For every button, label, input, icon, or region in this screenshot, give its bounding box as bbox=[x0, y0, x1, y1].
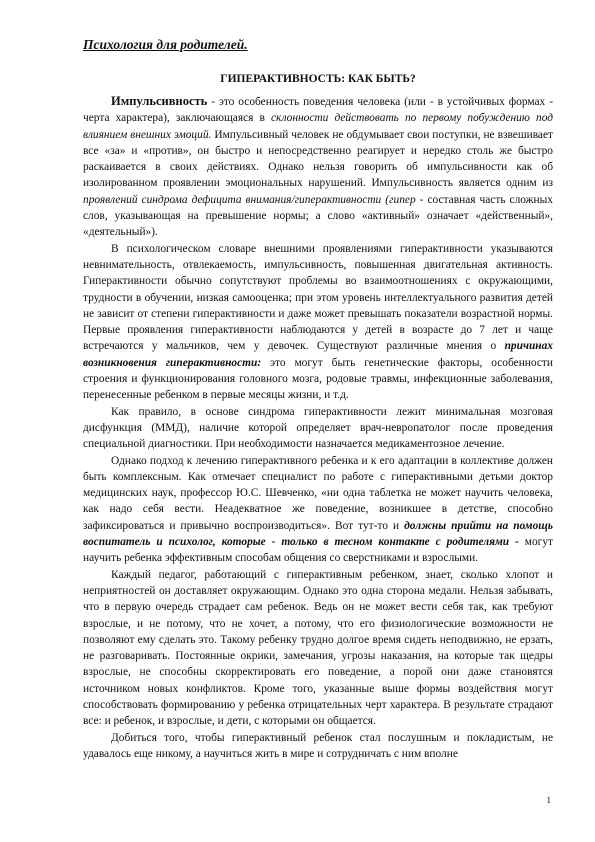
p1-italic-1: склонности действовать по первому побуждению под влиянием внешних эмоций. bbox=[83, 112, 554, 141]
article-title: ГИПЕРАКТИВНОСТЬ: КАК БЫТЬ? bbox=[220, 73, 416, 85]
lead-term: Импульсивность bbox=[111, 94, 208, 108]
p4-text-1: Однако подход к лечению гиперактивного ребенка и к его адаптации в коллективе должен быть комплексным. Как отмечает специалист по работе с гиперактивными детьми доктор медицинских наук, профессор Ю.С. Шевченко, «ни одна таблетка не может научить человека, как надо себя вести. Неадекватное же поведение, возникшее в детстве, способно зафиксироваться и привычно воспроизводиться». Вот тут-то и bbox=[83, 454, 553, 532]
p1-text-2: Импульсивный человек не обдумывает свои поступки, не взвешивает все «за» и «против», он быстро и непосредственно реагирует и нередко столь же быстро раскаивается в своих действиях. Однако нельзя говорить об импульсивности как об изолированном проявлении эмоциональных нарушений. Импульсивность является одним из bbox=[83, 128, 554, 190]
p2-bold-italic: причинах возникновения гиперактивности: bbox=[83, 340, 553, 369]
p2-text-2: это могут быть генетические факторы, особенности строения и функционирования головного мозга, родовые травмы, инфекционные заболевания, перенесенные ребенком в первые месяцы жизни, и т.д. bbox=[83, 356, 553, 402]
paragraph-5: Каждый педагог, работающий с гиперактивным ребенком, знает, сколько хлопот и неприятностей он доставляет окружающим. Однако это одна сторона медали. Нельзя забывать, что в первую очередь страдает сам ребенок. Ведь он не может вести себя так, как требуют взрослые, и не потому, что не хочет, а потому, что его физиологические возможности не позволяют ему сделать это. Такому ребенку трудно долгое время сидеть неподвижно, не ерзать, не разговаривать. Постоянные окрики, замечания, угрозы наказания, на которые так щедры взрослые, не способны скорректировать его поведение, а порой они даже становятся источником новых конфликтов. Кроме того, указанные выше формы воздействия могут способствовать формированию у ребенка отрицательных черт характера. В результате страдают все: и ребенок, и взрослые, и дети, с которыми он общается. bbox=[83, 568, 553, 728]
paragraph-3: Как правило, в основе синдрома гиперактивности лежит минимальная мозговая дисфункция (ММД), наличие которой определяет врач-невропатолог после проведения специальной диагностики. При необходимости назначается медикаментозное лечение. bbox=[83, 405, 553, 451]
p1-text-1: - это особенность поведения человека (или - в устойчивых формах - черта характера), заключающаяся в bbox=[83, 96, 553, 125]
paragraph-4 bbox=[83, 453, 553, 567]
page-number: 1 bbox=[546, 795, 551, 805]
section-header: Психология для родителей. bbox=[83, 37, 248, 52]
p1-italic-2: проявлений синдрома дефицита внимания/гиперактивности (гипер bbox=[83, 193, 416, 206]
p4-text-2: могут научить ребенка эффективным способам общения со сверстниками и взрослыми. bbox=[83, 536, 553, 565]
p4-bold-italic: должны прийти на помощь воспитатель и психолог, которые - только в тесном контакте с родителями - bbox=[83, 519, 553, 549]
paragraph-6: Добиться того, чтобы гиперактивный ребенок стал послушным и покладистым, не удавалось еще никому, а научиться жить в мире и сотрудничать с ним вполне bbox=[83, 731, 553, 760]
paragraph-1 bbox=[83, 93, 553, 241]
p2-text-1: В психологическом словаре внешними проявлениями гиперактивности указываются невнимательность, отвлекаемость, импульсивность, повышенная двигательная активность. Гиперактивности обычно сопутствуют проблемы во взаимоотношениях с окружающими, трудности в обучении, низкая самооценка; при этом уровень интеллектуального развития детей не зависит от степени гиперактивности и даже может превышать показатели возрастной нормы. Первые проявления гиперактивности наблюдаются у детей в возрасте до 7 лет и чаще встречаются у мальчиков, чем у девочек. Существуют различные мнения о bbox=[83, 242, 553, 353]
p1-text-3: - составная часть сложных слов, указывающая на превышение нормы; а слово «активный» означает «действенный», «деятельный»). bbox=[83, 193, 553, 239]
paragraph-2 bbox=[83, 241, 553, 404]
page-content bbox=[83, 36, 553, 762]
